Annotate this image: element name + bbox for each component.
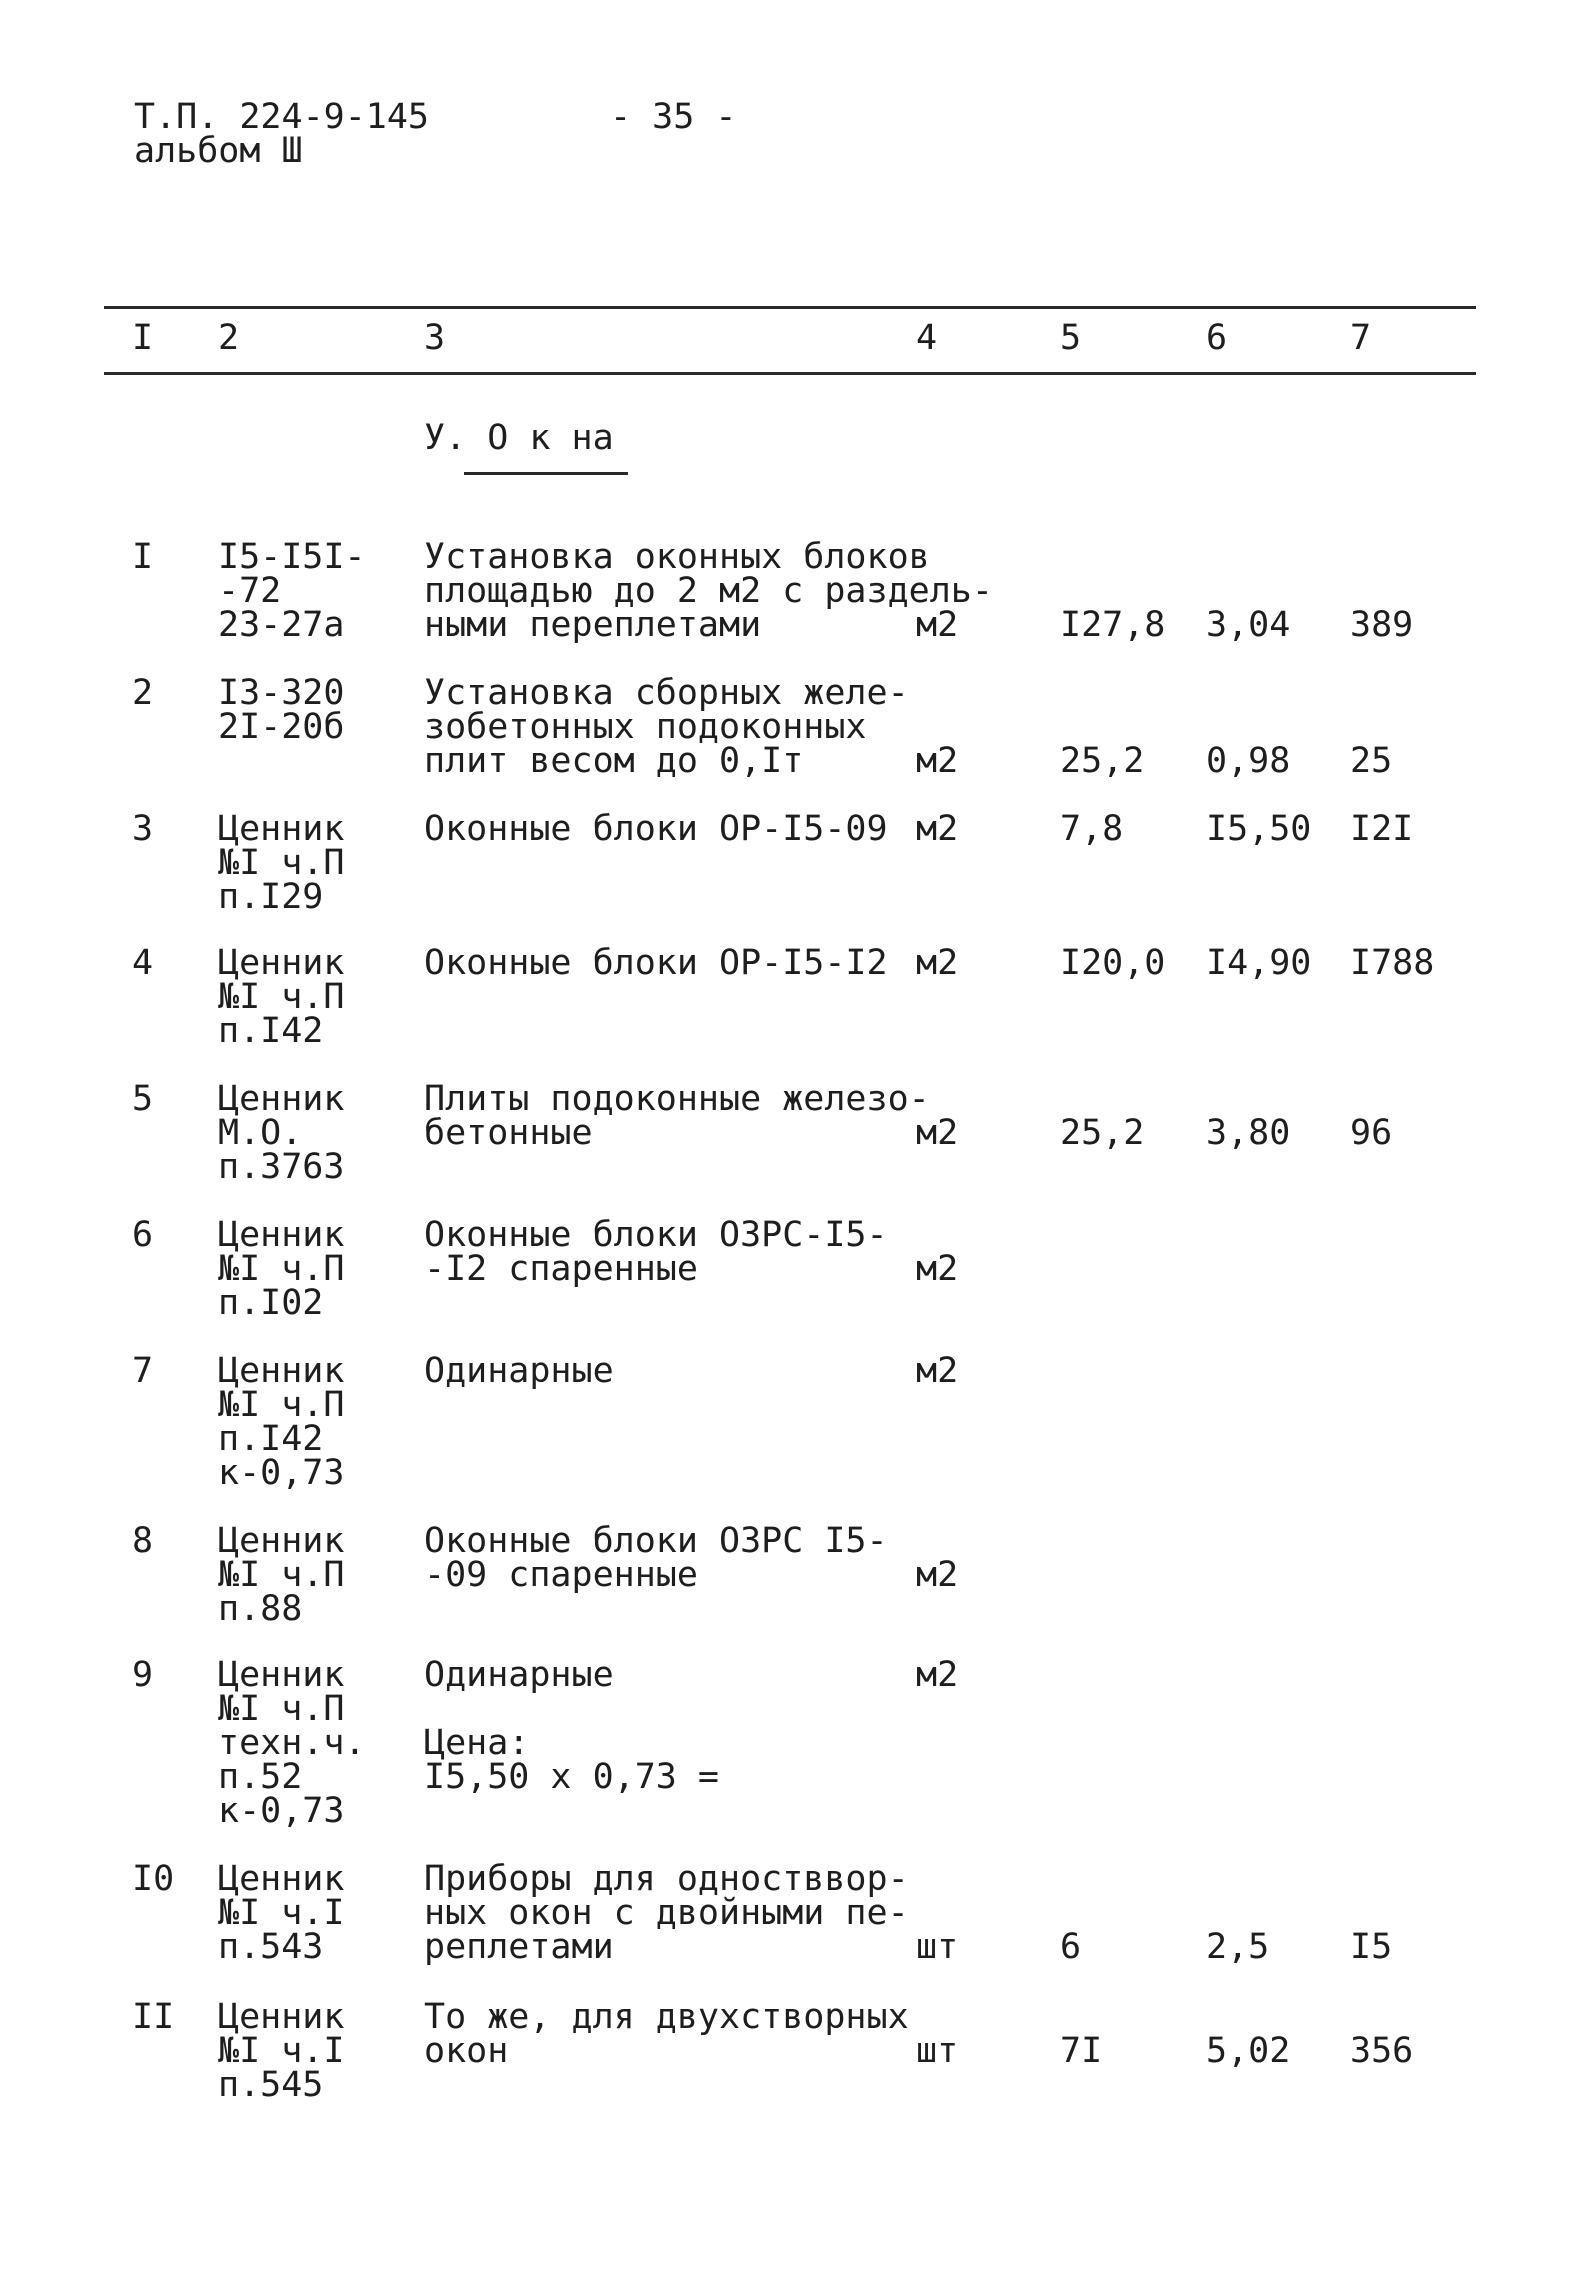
row-code xyxy=(218,1997,345,2105)
code-line: Ценник xyxy=(218,1997,345,2037)
code-line: Ценник xyxy=(218,1859,345,1899)
code-line: №I ч.I xyxy=(218,2031,345,2071)
code-line: Ценник xyxy=(218,1521,345,1561)
table-top-rule xyxy=(104,306,1476,309)
row-unit: м2 xyxy=(916,741,959,781)
row-description xyxy=(424,1859,909,1967)
description-line: окон xyxy=(424,2031,509,2071)
description-line: -09 спаренные xyxy=(424,1555,698,1595)
row-description xyxy=(424,809,888,849)
description-line: ными переплетами xyxy=(424,605,762,645)
description-line: I5,50 х 0,73 = xyxy=(424,1757,720,1797)
description-line: -I2 спаренные xyxy=(424,1249,698,1289)
row-total: 96 xyxy=(1350,1113,1393,1153)
description-line: Оконные блоки ОЗРС I5- xyxy=(424,1521,888,1561)
code-line: №I ч.П xyxy=(218,1555,345,1595)
code-line: -72 xyxy=(218,571,282,611)
code-line: I3-320 xyxy=(218,673,345,713)
row-number: 8 xyxy=(132,1521,154,1561)
row-number: 6 xyxy=(132,1215,154,1255)
column-header-4: 4 xyxy=(916,318,938,358)
row-unit-price: 5,02 xyxy=(1206,2031,1291,2071)
column-header-1: I xyxy=(132,318,154,358)
description-line: Установка оконных блоков xyxy=(424,537,930,577)
description-line xyxy=(424,1692,719,1726)
code-line: Ценник xyxy=(218,1215,345,1255)
row-description xyxy=(424,537,993,645)
code-line: Ценник xyxy=(218,1655,345,1695)
code-line: №I ч.П xyxy=(218,1689,345,1729)
row-description xyxy=(424,673,909,781)
album-label: альбом Ш xyxy=(134,131,303,171)
row-quantity: I20,0 xyxy=(1060,943,1166,983)
row-unit: м2 xyxy=(916,1113,959,1153)
description-line: Установка сборных желе- xyxy=(424,673,909,713)
row-number: 4 xyxy=(132,943,154,983)
row-unit: шт xyxy=(916,2031,959,2071)
description-line: бетонные xyxy=(424,1113,593,1153)
row-number: 2 xyxy=(132,673,154,713)
row-unit: м2 xyxy=(916,605,959,645)
column-header-5: 5 xyxy=(1060,318,1082,358)
column-header-2: 2 xyxy=(218,318,240,358)
section-title: У. О к на xyxy=(424,418,614,458)
row-number: 5 xyxy=(132,1079,154,1119)
row-total: I788 xyxy=(1350,943,1435,983)
description-line: Одинарные xyxy=(424,1351,614,1391)
code-line: техн.ч. xyxy=(218,1723,366,1763)
row-number: II xyxy=(132,1997,175,2037)
code-line: №I ч.П xyxy=(218,1249,345,1289)
row-quantity: 6 xyxy=(1060,1927,1082,1967)
row-number: I xyxy=(132,537,154,577)
row-description xyxy=(424,1997,909,2071)
code-line: 2I-20б xyxy=(218,707,345,747)
row-unit: м2 xyxy=(916,1351,959,1391)
code-line: п.545 xyxy=(218,2065,324,2105)
description-line: площадью до 2 м2 с раздель- xyxy=(424,571,993,611)
code-line: к-0,73 xyxy=(218,1791,345,1831)
row-number: 7 xyxy=(132,1351,154,1391)
row-unit: м2 xyxy=(916,1249,959,1289)
row-description xyxy=(424,943,888,983)
code-line: №I ч.П xyxy=(218,843,345,883)
row-unit-price: 3,04 xyxy=(1206,605,1291,645)
row-code xyxy=(218,1521,345,1629)
row-code xyxy=(218,673,345,747)
row-total: 389 xyxy=(1350,605,1414,645)
code-line: №I ч.I xyxy=(218,1893,345,1933)
row-unit-price: 3,80 xyxy=(1206,1113,1291,1153)
row-unit: м2 xyxy=(916,943,959,983)
row-unit-price: I4,90 xyxy=(1206,943,1312,983)
row-unit-price: 0,98 xyxy=(1206,741,1291,781)
row-number: I0 xyxy=(132,1859,175,1899)
description-line: зобетонных подоконных xyxy=(424,707,867,747)
description-line: плит весом до 0,Iт xyxy=(424,741,804,781)
row-description xyxy=(424,1521,888,1595)
row-unit: м2 xyxy=(916,809,959,849)
row-quantity: I27,8 xyxy=(1060,605,1166,645)
row-number: 3 xyxy=(132,809,154,849)
description-line: ных окон с двойными пе- xyxy=(424,1893,909,1933)
row-code xyxy=(218,943,345,1051)
code-line: Ценник xyxy=(218,809,345,849)
row-code xyxy=(218,1859,345,1967)
page-number: - 35 - xyxy=(610,97,737,137)
description-line: Приборы для одностввор- xyxy=(424,1859,909,1899)
table-header-rule xyxy=(104,372,1476,375)
row-unit-price: I5,50 xyxy=(1206,809,1312,849)
code-line: п.88 xyxy=(218,1589,303,1629)
row-quantity: 25,2 xyxy=(1060,1113,1145,1153)
code-line: №I ч.П xyxy=(218,1385,345,1425)
row-total: 356 xyxy=(1350,2031,1414,2071)
row-unit: м2 xyxy=(916,1555,959,1595)
row-total: I2I xyxy=(1350,809,1414,849)
row-quantity: 7I xyxy=(1060,2031,1103,2071)
row-code xyxy=(218,1351,345,1493)
code-line: п.I42 xyxy=(218,1011,324,1051)
code-line: п.543 xyxy=(218,1927,324,1967)
row-description xyxy=(424,1655,720,1797)
code-line: п.3763 xyxy=(218,1147,345,1187)
code-line: п.I29 xyxy=(218,877,324,917)
section-title-underline xyxy=(464,472,628,475)
row-code xyxy=(218,1079,345,1187)
code-line: п.I02 xyxy=(218,1283,324,1323)
code-line: №I ч.П xyxy=(218,977,345,1017)
row-description xyxy=(424,1079,930,1153)
column-header-3: 3 xyxy=(424,318,446,358)
row-code xyxy=(218,1655,366,1831)
row-code xyxy=(218,1215,345,1323)
code-line: М.О. xyxy=(218,1113,303,1153)
code-line: к-0,73 xyxy=(218,1453,345,1493)
description-line: Цена: xyxy=(424,1723,530,1763)
row-total: I5 xyxy=(1350,1927,1393,1967)
code-line: Ценник xyxy=(218,1351,345,1391)
column-header-7: 7 xyxy=(1350,318,1372,358)
doc-code: Т.П. 224-9-145 xyxy=(134,97,430,137)
row-unit: шт xyxy=(916,1927,959,1967)
code-line: I5-I5I- xyxy=(218,537,366,577)
row-quantity: 7,8 xyxy=(1060,809,1124,849)
description-line: Плиты подоконные железо- xyxy=(424,1079,930,1119)
description-line: Оконные блоки ОР-I5-I2 xyxy=(424,943,888,983)
row-code xyxy=(218,809,345,917)
description-line: Оконные блоки ОЗРС-I5- xyxy=(424,1215,888,1255)
code-line: Ценник xyxy=(218,943,345,983)
row-description xyxy=(424,1215,888,1289)
code-line: 23-27а xyxy=(218,605,345,645)
column-header-6: 6 xyxy=(1206,318,1228,358)
row-quantity: 25,2 xyxy=(1060,741,1145,781)
description-line: Одинарные xyxy=(424,1655,614,1695)
description-line: реплетами xyxy=(424,1927,614,1967)
code-line: п.I42 xyxy=(218,1419,324,1459)
row-code xyxy=(218,537,366,645)
row-total: 25 xyxy=(1350,741,1393,781)
row-unit: м2 xyxy=(916,1655,959,1695)
description-line: Оконные блоки ОР-I5-09 xyxy=(424,809,888,849)
description-line: То же, для двухстворных xyxy=(424,1997,909,2037)
row-description xyxy=(424,1351,614,1391)
code-line: Ценник xyxy=(218,1079,345,1119)
row-unit-price: 2,5 xyxy=(1206,1927,1270,1967)
code-line: п.52 xyxy=(218,1757,303,1797)
row-number: 9 xyxy=(132,1655,154,1695)
